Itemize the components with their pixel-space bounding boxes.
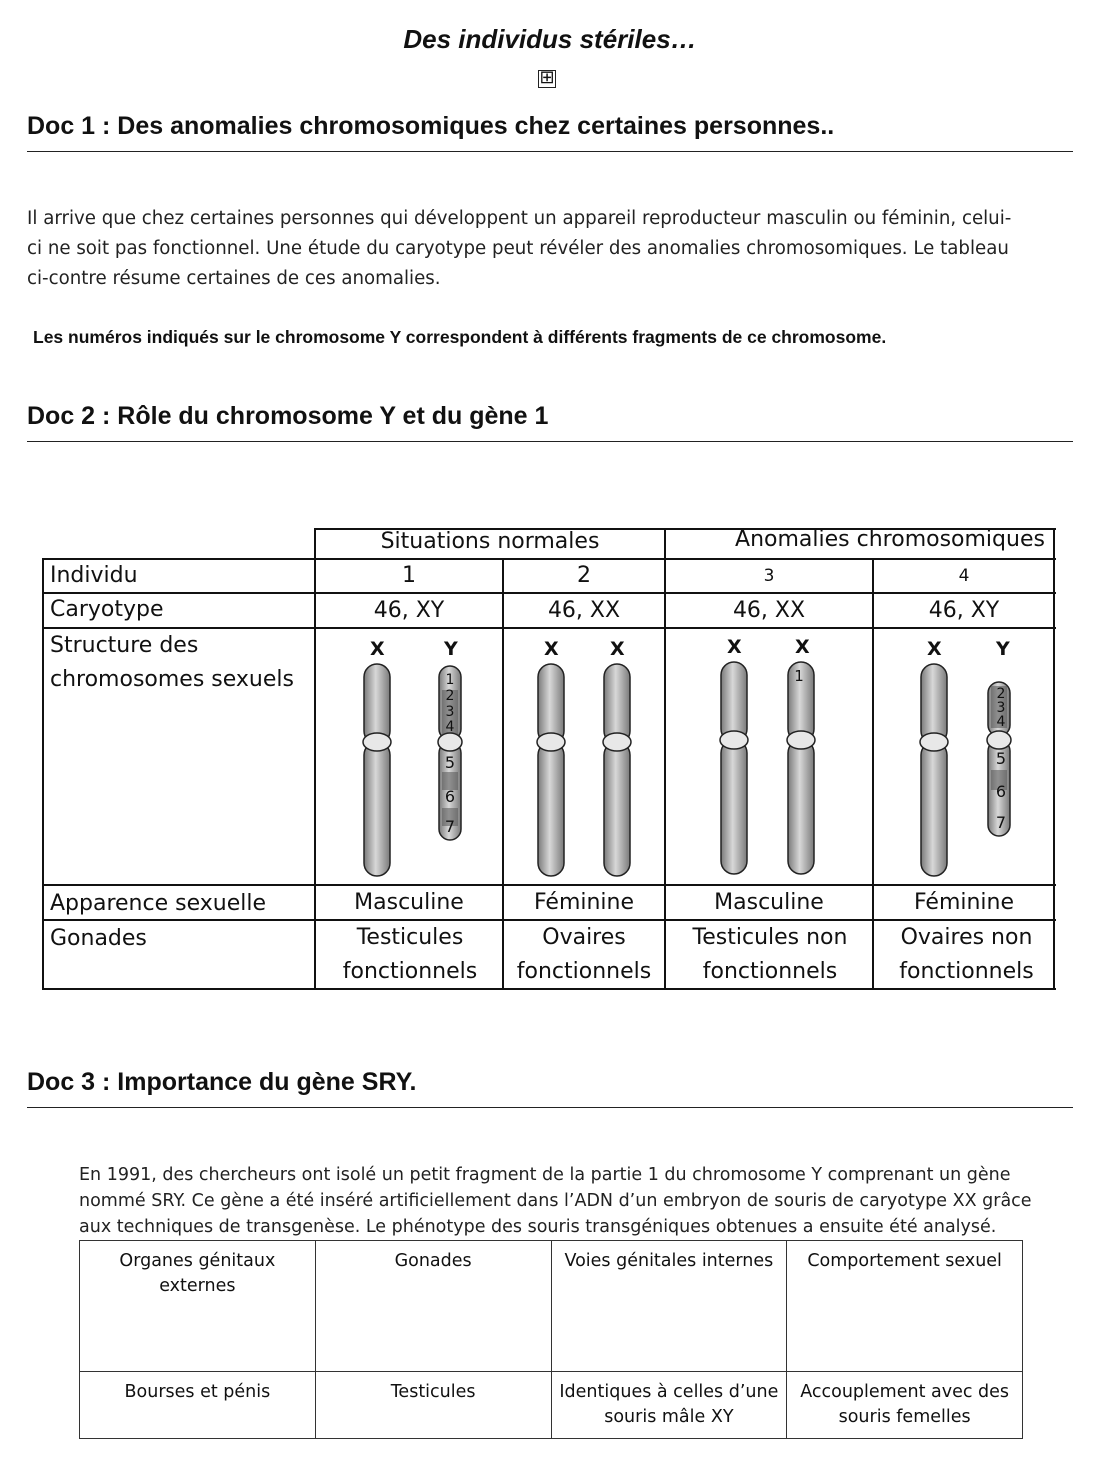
gonades-3: Testicules non fonctionnels — [692, 924, 848, 984]
x-chromosome-arm — [721, 662, 747, 742]
fragment-label: 6 — [995, 782, 1007, 801]
table-cell: Bourses et pénis — [80, 1372, 316, 1439]
chromosome-label: Y — [996, 638, 1010, 660]
apparence-2: Féminine — [533, 889, 635, 915]
individu-3: 3 — [763, 566, 775, 586]
row-label-caryotype: Caryotype — [50, 597, 164, 622]
fragment-label: 1 — [794, 667, 804, 685]
row-label-apparence: Apparence sexuelle — [50, 891, 266, 916]
x-chromosome-arm — [538, 742, 564, 876]
doc1-line: ci-contre résume certaines de ces anomalies. — [27, 268, 441, 289]
table-cell: Identiques à celles d’une souris mâle XY — [551, 1372, 787, 1439]
doc1-heading: Doc 1 : Des anomalies chromosomiques chez certaines personnes.. — [27, 112, 1073, 152]
row-label-gonades: Gonades — [50, 926, 147, 951]
chromosome-label: X — [927, 638, 942, 660]
centromere — [987, 731, 1011, 749]
individu-2: 2 — [577, 563, 591, 588]
caryotype-3: 46, XX — [732, 597, 806, 623]
gonades-4: Ovaires non fonctionnels — [899, 924, 1034, 984]
chromosome-label: X — [727, 636, 742, 658]
fragment-label: 5 — [444, 753, 456, 772]
x-chromosome-arm — [788, 740, 814, 874]
x-chromosome-arm — [604, 664, 630, 744]
fragment-label: 7 — [444, 817, 456, 836]
fragment-label: 3 — [996, 700, 1006, 716]
doc1-note: Les numéros indiqués sur le chromosome Y correspondent à différents fragments de ce chromosome. — [33, 327, 887, 347]
centromere — [787, 731, 815, 749]
centromere — [438, 733, 462, 751]
fragment-label: 4 — [996, 714, 1006, 730]
centromere — [363, 733, 391, 751]
row-label-individu: Individu — [50, 563, 138, 588]
doc3-paragraph — [79, 1162, 1079, 1240]
centromere — [537, 733, 565, 751]
table-header-cell: Comportement sexuel — [787, 1241, 1023, 1372]
x-chromosome-arm — [604, 742, 630, 876]
doc3-line: En 1991, des chercheurs ont isolé un petit fragment de la partie 1 du chromosome Y comprenant un gène — [79, 1165, 1011, 1185]
centromere — [920, 733, 948, 751]
individu-4: 4 — [958, 566, 970, 586]
table-cell: Accouplement avec des souris femelles — [787, 1372, 1023, 1439]
caryotype-2: 46, XX — [547, 597, 621, 623]
fragment-label: 2 — [445, 688, 455, 704]
table-row — [80, 1241, 1023, 1372]
fragment-label: 7 — [995, 813, 1007, 832]
chromosome-label: Y — [444, 638, 458, 660]
individu-1: 1 — [402, 563, 416, 588]
x-chromosome-arm — [364, 742, 390, 876]
page-title: Des individus stériles… — [403, 24, 697, 54]
apparence-3: Masculine — [714, 889, 824, 915]
x-chromosome-arm — [538, 664, 564, 744]
sry-phenotype-table — [79, 1240, 1023, 1439]
fragment-label: 1 — [445, 672, 455, 688]
fragment-label: 4 — [445, 719, 455, 735]
doc1-line: ci ne soit pas fonctionnel. Une étude du caryotype peut révéler des anomalies chromosomiques. Le tableau — [27, 238, 1009, 259]
centromere — [720, 731, 748, 749]
fragment-label: 2 — [996, 686, 1006, 702]
x-chromosome-arm — [921, 664, 947, 744]
chromosome-label: X — [610, 638, 625, 660]
x-chromosome-arm — [364, 664, 390, 744]
expand-icon[interactable]: ⊞ — [539, 67, 555, 88]
table-cell: Testicules — [315, 1372, 551, 1439]
table-header-cell: Gonades — [315, 1241, 551, 1372]
apparence-1: Masculine — [354, 889, 464, 915]
group-header-normal: Situations normales — [380, 529, 600, 554]
caryotype-1: 46, XY — [373, 597, 445, 623]
doc3-line: nommé SRY. Ce gène a été inséré artificiellement dans l’ADN d’un embryon de souris de caryotype XX grâce — [79, 1191, 1032, 1211]
gonades-1: Testicules fonctionnels — [342, 924, 478, 984]
caryotype-4: 46, XY — [928, 597, 1000, 623]
doc3-heading: Doc 3 : Importance du gène SRY. — [27, 1068, 1073, 1108]
fragment-label: 5 — [995, 749, 1007, 768]
chromosome-label: X — [544, 638, 559, 660]
chromosome-label: X — [370, 638, 385, 660]
centromere — [603, 733, 631, 751]
chromosome-label: X — [795, 636, 810, 658]
x-chromosome-arm — [721, 740, 747, 874]
doc1-line: Il arrive que chez certaines personnes qui développent un appareil reproducteur masculin ou féminin, celui- — [27, 208, 1012, 229]
group-header-anomalies: Anomalies chromosomiques — [735, 527, 1045, 552]
apparence-4: Féminine — [913, 889, 1015, 915]
doc3-line: aux techniques de transgenèse. Le phénotype des souris transgéniques obtenues a ensuite été analysé. — [79, 1217, 997, 1237]
fragment-label: 6 — [444, 787, 456, 806]
table-header-cell: Organes génitaux externes — [80, 1241, 316, 1372]
table-row — [80, 1372, 1023, 1439]
doc2-heading: Doc 2 : Rôle du chromosome Y et du gène 1 — [27, 402, 1073, 442]
gonades-2: Ovaires fonctionnels — [516, 924, 652, 984]
row-label-structure: Structure des chromosomes sexuels — [50, 633, 294, 692]
fragment-label: 3 — [445, 704, 455, 720]
x-chromosome-arm — [921, 742, 947, 876]
table-header-cell: Voies génitales internes — [551, 1241, 787, 1372]
